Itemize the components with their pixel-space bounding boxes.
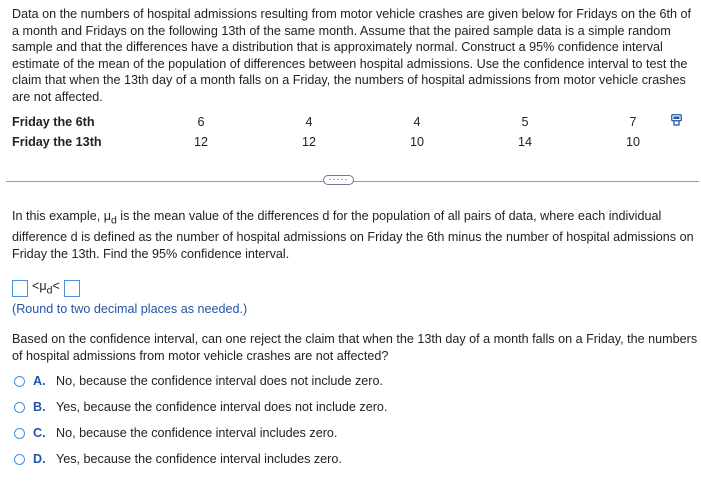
interval-expression [32, 279, 60, 297]
table-cell: 10 [625, 135, 640, 149]
problem-statement: Data on the numbers of hospital admissions resulting from motor vehicle crashes are given below for Fridays on the 6th of a month and Fridays on the following 13th of the same month. Assume that the paired sample data is a simple random sample and that the differences have a distribution that is approximately normal. Construct a 95% confidence interval estimate of the mean of the population of differences between hospital admissions. Use the confidence interval to test the claim that when the 13th day of a month falls on a Friday, the numbers of hospital admissions from motor vehicle crashes are not affected. [12, 7, 691, 104]
table-cell: 10 [409, 135, 424, 149]
data-table [12, 112, 687, 152]
explanation-part2: is the mean value of the differences d for the population of all pairs of data, where each individual difference d is defined as the number of hospital admissions on Friday the 6th minus the number of hospital admissions on Friday the 13th. Find the 95% confidence interval. [12, 209, 694, 262]
table-cell: 7 [629, 115, 637, 129]
option-letter: B. [33, 400, 46, 414]
mu-symbol: μ [39, 279, 47, 294]
question-text: Based on the confidence interval, can one reject the claim that when the 13th day of a month falls on a Friday, the numbers of hospital admissions from motor vehicle crashes are not affected? [12, 332, 698, 363]
confidence-interval-answer [12, 278, 80, 298]
table-cell: 4 [305, 115, 313, 129]
option-letter: A. [33, 374, 46, 388]
option-text: No, because the confidence interval does not include zero. [56, 374, 383, 388]
option-text: Yes, because the confidence interval includes zero. [56, 452, 342, 466]
rounding-note: (Round to two decimal places as needed.) [12, 302, 248, 316]
table-cell: 12 [301, 135, 316, 149]
less-than-1: < [32, 279, 40, 294]
lower-bound-input[interactable] [12, 280, 28, 297]
less-than-2: < [52, 279, 60, 294]
upper-bound-input[interactable] [64, 280, 80, 297]
copy-data-icon[interactable] [671, 114, 682, 126]
option-b[interactable] [14, 398, 387, 416]
option-c[interactable] [14, 424, 337, 442]
option-text: Yes, because the confidence interval does not include zero. [56, 400, 388, 414]
radio-button[interactable] [14, 376, 25, 387]
table-cell: 6 [197, 115, 205, 129]
subscript-d: d [110, 214, 117, 227]
explanation-part1: In this example, [12, 209, 104, 223]
option-a[interactable] [14, 372, 383, 390]
radio-button[interactable] [14, 428, 25, 439]
mu-symbol: μ [103, 209, 111, 223]
option-letter: D. [33, 452, 46, 466]
explanation-text [12, 208, 698, 263]
option-text: No, because the confidence interval includes zero. [56, 426, 338, 440]
radio-button[interactable] [14, 454, 25, 465]
table-cell: 4 [413, 115, 421, 129]
row-label: Friday the 6th [12, 115, 95, 129]
option-d[interactable] [14, 450, 342, 468]
subscript-d: d [46, 284, 53, 297]
expand-more-button[interactable]: ····· [323, 175, 354, 185]
table-cell: 5 [521, 115, 529, 129]
table-row [12, 112, 687, 132]
radio-button[interactable] [14, 402, 25, 413]
table-cell: 12 [193, 135, 208, 149]
row-label: Friday the 13th [12, 135, 102, 149]
option-letter: C. [33, 426, 46, 440]
table-row [12, 132, 687, 152]
table-cell: 14 [517, 135, 532, 149]
